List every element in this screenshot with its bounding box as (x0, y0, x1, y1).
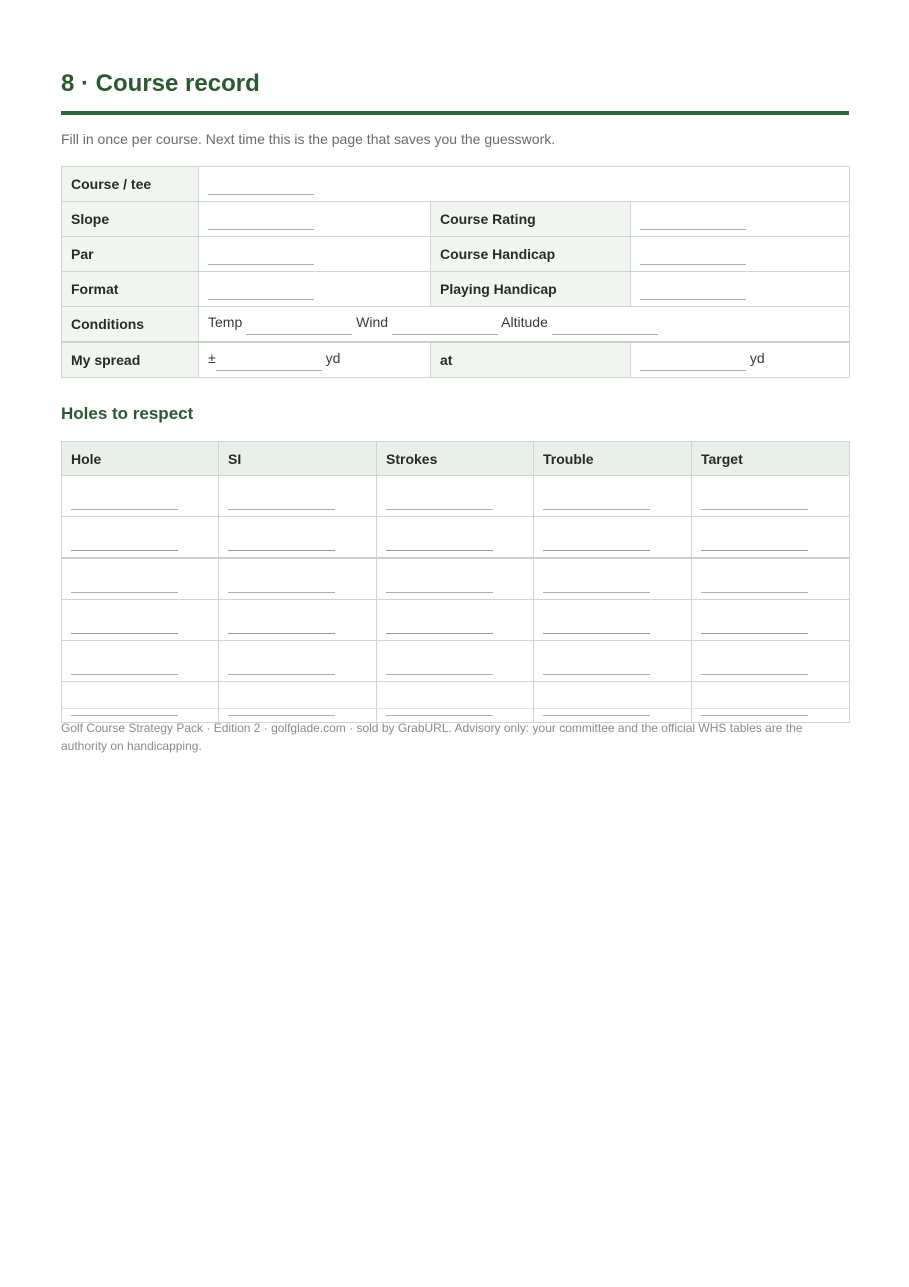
trouble-cell[interactable] (534, 558, 692, 600)
hole-cell[interactable] (62, 517, 219, 559)
hole-cell[interactable] (62, 600, 219, 641)
hole-column-header: Hole (62, 442, 219, 476)
playing-handicap-label: Playing Handicap (431, 272, 631, 307)
strokes-cell[interactable] (377, 517, 534, 559)
target-cell[interactable] (692, 600, 850, 641)
wind-label: Wind (356, 313, 389, 330)
course-record-table (61, 166, 850, 378)
trouble-cell[interactable] (534, 600, 692, 641)
wind-field[interactable] (392, 320, 498, 335)
my-spread-label: My spread (62, 342, 199, 378)
table-row (62, 558, 850, 600)
spread-cell (199, 342, 431, 378)
footer-text: Golf Course Strategy Pack · Edition 2 · golfglade.com · sold by GrabURL. Advisory only: your committee and the official WHS tables are the authority on handicapping. (61, 721, 803, 753)
altitude-field[interactable] (552, 320, 658, 335)
record-row-conditions (62, 307, 850, 343)
at-label: at (431, 342, 631, 378)
trouble-cell[interactable] (534, 641, 692, 682)
hole-cell[interactable] (62, 558, 219, 600)
altitude-label: Altitude (501, 313, 548, 330)
slope-cell[interactable] (199, 202, 431, 237)
table-row (62, 517, 850, 559)
trouble-cell[interactable] (534, 682, 692, 723)
si-column-header: SI (219, 442, 377, 476)
record-row-par (62, 237, 850, 272)
strokes-cell[interactable] (377, 641, 534, 682)
hole-cell[interactable] (62, 682, 219, 723)
strokes-cell[interactable] (377, 682, 534, 723)
hole-cell[interactable] (62, 476, 219, 517)
playing-handicap-cell[interactable] (631, 272, 850, 307)
holes-table (61, 441, 850, 723)
target-cell[interactable] (692, 558, 850, 600)
si-cell[interactable] (219, 517, 377, 559)
holes-section-title: Holes to respect (61, 404, 194, 423)
record-row-spread (62, 342, 850, 378)
footer-divider (61, 708, 849, 709)
playing-handicap-field[interactable] (640, 285, 746, 300)
course-handicap-label: Course Handicap (431, 237, 631, 272)
record-row-format (62, 272, 850, 307)
page-title: 8 · Course record (61, 70, 260, 97)
conditions-label: Conditions (62, 307, 199, 343)
si-cell[interactable] (219, 476, 377, 517)
trouble-column-header: Trouble (534, 442, 692, 476)
si-cell[interactable] (219, 558, 377, 600)
course-tee-cell[interactable] (199, 167, 850, 202)
table-row (62, 476, 850, 517)
intro-text: Fill in once per course. Next time this is the page that saves you the guesswork. (61, 131, 556, 147)
par-cell[interactable] (199, 237, 431, 272)
si-cell[interactable] (219, 600, 377, 641)
strokes-cell[interactable] (377, 600, 534, 641)
course-rating-cell[interactable] (631, 202, 850, 237)
course-handicap-cell[interactable] (631, 237, 850, 272)
temp-label: Temp (208, 313, 243, 330)
format-cell[interactable] (199, 272, 431, 307)
holes-header-row (62, 442, 850, 476)
format-label: Format (62, 272, 199, 307)
par-field[interactable] (208, 250, 314, 265)
spread-field[interactable] (216, 356, 322, 371)
trouble-cell[interactable] (534, 476, 692, 517)
strokes-cell[interactable] (377, 558, 534, 600)
record-row-course-tee (62, 167, 850, 202)
spread-unit: yd (325, 349, 341, 366)
target-cell[interactable] (692, 476, 850, 517)
at-cell (631, 342, 850, 378)
format-field[interactable] (208, 285, 314, 300)
target-cell[interactable] (692, 517, 850, 559)
slope-label: Slope (62, 202, 199, 237)
course-rating-label: Course Rating (431, 202, 631, 237)
slope-field[interactable] (208, 215, 314, 230)
at-unit: yd (749, 349, 765, 366)
temp-field[interactable] (246, 320, 352, 335)
table-row (62, 600, 850, 641)
course-tee-field[interactable] (208, 180, 314, 195)
table-row (62, 641, 850, 682)
trouble-cell[interactable] (534, 517, 692, 559)
at-distance-field[interactable] (640, 356, 746, 371)
course-handicap-field[interactable] (640, 250, 746, 265)
target-cell[interactable] (692, 682, 850, 723)
title-divider (61, 111, 849, 115)
target-column-header: Target (692, 442, 850, 476)
si-cell[interactable] (219, 682, 377, 723)
record-row-slope (62, 202, 850, 237)
hole-cell[interactable] (62, 641, 219, 682)
table-row (62, 682, 850, 723)
course-tee-label: Course / tee (62, 167, 199, 202)
strokes-cell[interactable] (377, 476, 534, 517)
plus-minus-sign: ± (208, 349, 216, 366)
course-rating-field[interactable] (640, 215, 746, 230)
conditions-cell (199, 307, 850, 343)
par-label: Par (62, 237, 199, 272)
strokes-column-header: Strokes (377, 442, 534, 476)
target-cell[interactable] (692, 641, 850, 682)
si-cell[interactable] (219, 641, 377, 682)
